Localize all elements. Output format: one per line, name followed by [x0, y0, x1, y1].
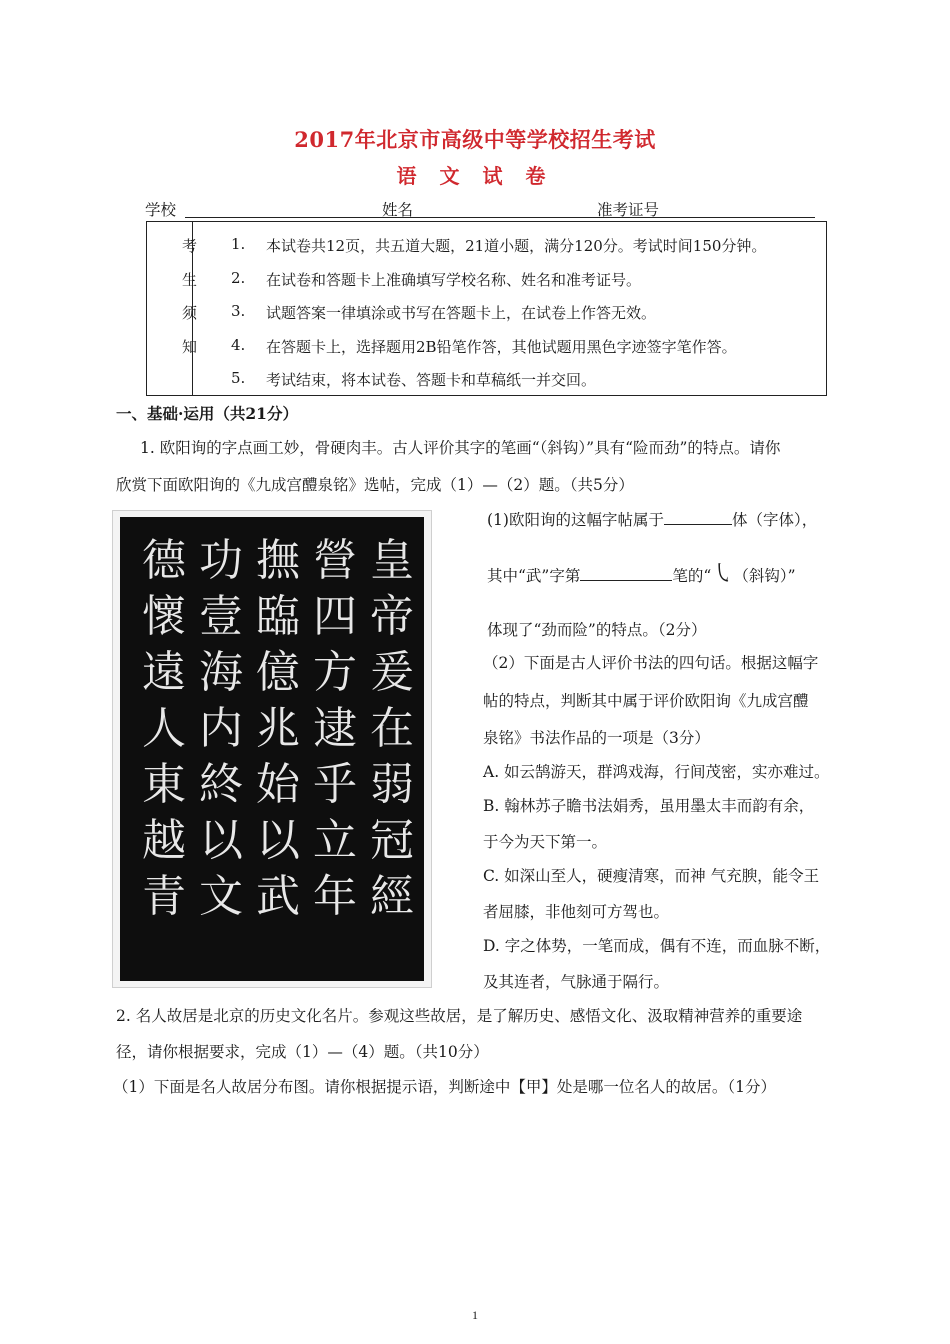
- calligraphy-char: 臨: [256, 591, 300, 642]
- calligraphy-char: 始: [256, 759, 300, 810]
- exam-id-label: 准考证号: [597, 201, 660, 219]
- calligraphy-char: 帝: [370, 591, 414, 642]
- notice-side-char: 考: [182, 237, 198, 255]
- school-label: 学校: [145, 201, 177, 219]
- notice-item-number: 5.: [231, 369, 246, 387]
- sub1-text-a: (1)欧阳询的这幅字帖属于: [487, 511, 664, 529]
- stroke-order-answer-blank[interactable]: [580, 566, 672, 581]
- calligraphy-char: 青: [142, 871, 186, 922]
- calligraphy-char: 以: [199, 815, 243, 866]
- sub1-text-d: 笔的“: [672, 567, 712, 585]
- sub1-text-e: （斜钩）”: [733, 567, 796, 585]
- option-b-line-2: 于今为天下第一。: [483, 833, 608, 851]
- notice-item-text: 考试结束，将本试卷、答题卡和草稿纸一并交回。: [266, 371, 597, 389]
- calligraphy-rubbing-surface: [120, 517, 424, 981]
- calligraphy-char: 立: [313, 815, 357, 866]
- question-2-1-line: （1）下面是名人故居分布图。请你根据提示语，判断途中【甲】处是哪一位名人的故居。（1分）: [113, 1078, 776, 1096]
- calligraphy-char: 兆: [256, 703, 300, 754]
- page-number: 1: [472, 1308, 478, 1322]
- calligraphy-column: [252, 533, 304, 925]
- notice-side-char: 知: [182, 338, 198, 356]
- calligraphy-char: 德: [142, 535, 186, 586]
- notice-item-text: 试题答案一律填涂或书写在答题卡上，在试卷上作答无效。: [266, 304, 657, 322]
- notice-item-text: 本试卷共12页，共五道大题，21道小题，满分120分。考试时间150分钟。: [266, 237, 767, 255]
- calligraphy-char: 以: [256, 815, 300, 866]
- calligraphy-char: 内: [199, 703, 243, 754]
- calligraphy-char: 冠: [370, 815, 414, 866]
- calligraphy-char: 營: [313, 535, 357, 586]
- sub1-text-b: 体（字体），: [731, 511, 818, 529]
- calligraphy-column: [309, 533, 361, 925]
- question-1-1-line-2: [487, 564, 796, 586]
- calligraphy-char: 億: [256, 647, 300, 698]
- calligraphy-char: 逮: [313, 703, 357, 754]
- calligraphy-char: 越: [142, 815, 186, 866]
- calligraphy-char: 經: [370, 871, 414, 922]
- question-2-line-2: 径，请你根据要求，完成（1）—（4）题。（共10分）: [116, 1043, 489, 1061]
- option-c-line-1[interactable]: C. 如深山至人，硬瘦清寒，而神 气充腴，能令王: [483, 867, 820, 885]
- question-1-1-line-1: [487, 508, 817, 530]
- question-2-line-1: 2. 名人故居是北京的历史文化名片。参观这些故居，是了解历史、感悟文化、汲取精神营养的重要途: [116, 1007, 803, 1025]
- notice-item-number: 2.: [231, 269, 246, 287]
- name-label: 姓名: [382, 201, 414, 219]
- student-info-row: [145, 198, 675, 220]
- slant-hook-stroke-icon: ㇂: [711, 562, 734, 587]
- calligraphy-char: 在: [370, 703, 414, 754]
- notice-item-text: 在试卷和答题卡上准确填写学校名称、姓名和准考证号。: [266, 271, 642, 289]
- notice-item-number: 3.: [231, 302, 246, 320]
- calligraphy-rubbing-image: [112, 510, 432, 988]
- calligraphy-char: 弱: [370, 759, 414, 810]
- question-1-2-line-1: （2）下面是古人评价书法的四句话。根据这幅字: [483, 654, 819, 672]
- question-1-2-line-3: 泉铭》书法作品的一项是（3分）: [483, 729, 710, 747]
- notice-side-char: 生: [182, 271, 198, 289]
- calligraphy-char: 四: [313, 591, 357, 642]
- calligraphy-column: [366, 533, 418, 925]
- question-1-line-1: 1. 欧阳询的字点画工妙，骨硬肉丰。古人评价其字的笔画“（斜钩）”具有“险而劲”的特点。请你: [140, 439, 781, 457]
- question-1-1-line-3: 体现了“劲而险”的特点。（2分）: [487, 621, 707, 639]
- calligraphy-char: 文: [199, 871, 243, 922]
- option-b-line-1[interactable]: B. 翰林苏子瞻书法娟秀，虽用墨太丰而韵有余，: [483, 797, 815, 815]
- calligraphy-column: [138, 533, 190, 925]
- calligraphy-char: 遠: [142, 647, 186, 698]
- calligraphy-char: 武: [256, 871, 300, 922]
- calligraphy-char: 爰: [370, 647, 414, 698]
- font-style-answer-blank[interactable]: [664, 510, 732, 525]
- notice-side-char: 须: [182, 304, 198, 322]
- calligraphy-char: 終: [199, 759, 243, 810]
- notice-item-text: 在答题卡上，选择题用2B铅笔作答，其他试题用黑色字迹签字笔作答。: [266, 338, 737, 356]
- calligraphy-char: 懷: [142, 591, 186, 642]
- notice-item-number: 1.: [231, 235, 246, 253]
- calligraphy-char: 海: [199, 647, 243, 698]
- option-d-line-1[interactable]: D. 字之体势，一笔而成，偶有不连，而血脉不断，: [483, 937, 831, 955]
- calligraphy-column: [195, 533, 247, 925]
- option-c-line-2: 者屈膝，非他刻可方驾也。: [483, 903, 670, 921]
- option-d-line-2: 及其连者，气脉通于隔行。: [483, 973, 670, 991]
- calligraphy-char: 年: [313, 871, 357, 922]
- calligraphy-char: 功: [199, 535, 243, 586]
- sub1-text-c: 其中“武”字第: [487, 567, 581, 585]
- calligraphy-char: 皇: [370, 535, 414, 586]
- calligraphy-char: 乎: [313, 759, 357, 810]
- info-underline: [185, 217, 815, 218]
- calligraphy-char: 東: [142, 759, 186, 810]
- option-a[interactable]: A. 如云鹄游天，群鸿戏海，行间茂密，实亦难过。: [483, 763, 830, 781]
- exam-title: 2017年北京市高级中等学校招生考试: [294, 127, 656, 152]
- exam-notice-box: [146, 221, 827, 396]
- question-1-line-2: 欣赏下面欧阳询的《九成宫醴泉铭》选帖，完成（1）—（2）题。（共5分）: [116, 476, 634, 494]
- notice-item-number: 4.: [231, 336, 246, 354]
- section-heading: 一、基础·运用（共21分）: [116, 404, 298, 423]
- calligraphy-char: 壹: [199, 591, 243, 642]
- question-1-2-line-2: 帖的特点，判断其中属于评价欧阳询《九成宫醴: [483, 692, 809, 710]
- calligraphy-char: 撫: [256, 535, 300, 586]
- exam-subtitle: 语 文 试 卷: [396, 164, 554, 188]
- calligraphy-char: 方: [313, 647, 357, 698]
- calligraphy-char: 人: [142, 703, 186, 754]
